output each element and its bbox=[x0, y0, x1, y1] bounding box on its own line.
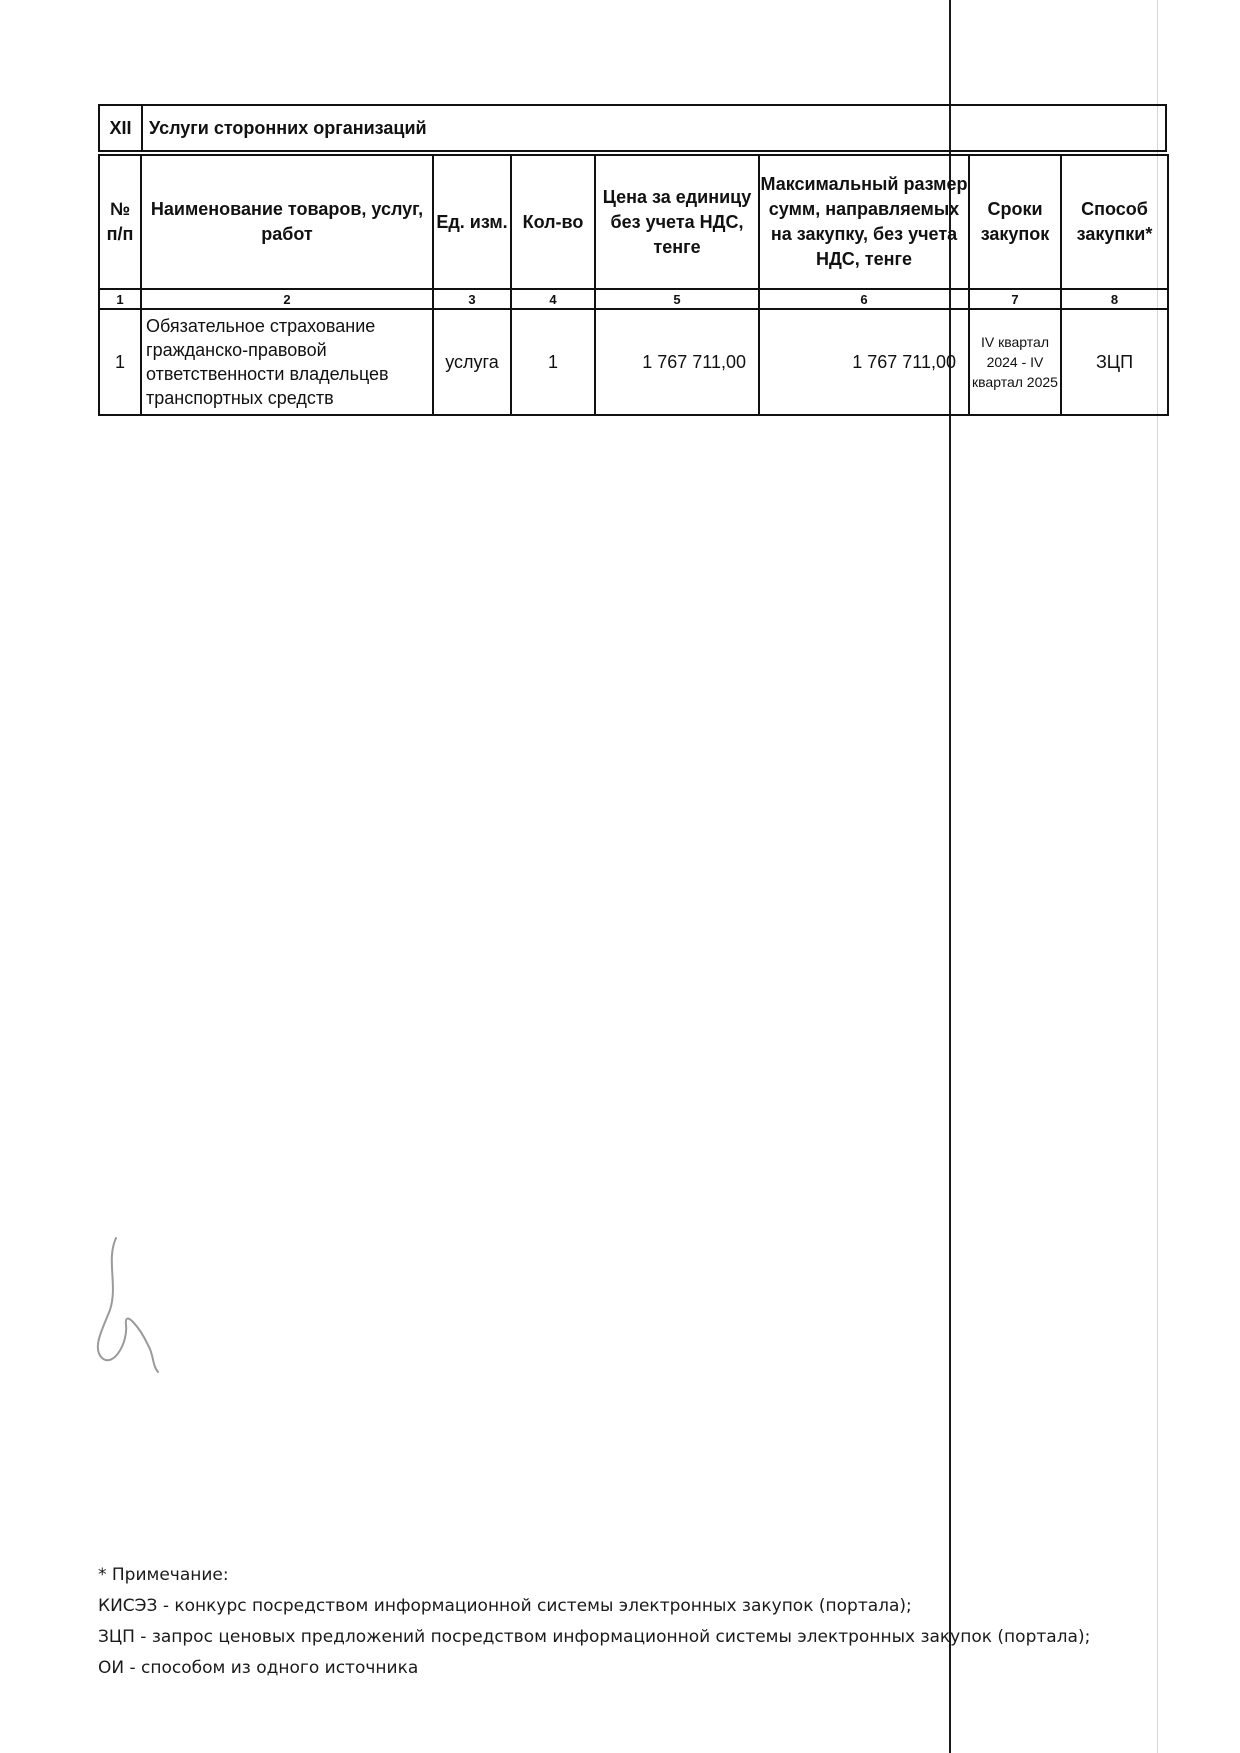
notes-block bbox=[98, 1560, 1090, 1684]
table-header-row bbox=[99, 155, 1168, 289]
section-number: XII bbox=[100, 106, 143, 150]
item-max-sum: 1 767 711,00 bbox=[759, 309, 969, 415]
column-number: 4 bbox=[511, 289, 595, 309]
column-number: 2 bbox=[141, 289, 433, 309]
note-line: КИСЭЗ - конкурс посредством информационной системы электронных закупок (портала); bbox=[98, 1596, 912, 1616]
header-cell: Ед. изм. bbox=[433, 155, 511, 289]
handwritten-signature bbox=[88, 1230, 168, 1380]
row-number: 1 bbox=[99, 309, 141, 415]
item-unit-price: 1 767 711,00 bbox=[595, 309, 759, 415]
item-method: ЗЦП bbox=[1061, 309, 1168, 415]
item-period: IV квартал 2024 - IV квартал 2025 bbox=[969, 309, 1061, 415]
column-number: 8 bbox=[1061, 289, 1168, 309]
item-quantity: 1 bbox=[511, 309, 595, 415]
header-cell: Наименование товаров, услуг, работ bbox=[141, 155, 433, 289]
note-line: ОИ - способом из одного источника bbox=[98, 1658, 419, 1678]
column-number: 6 bbox=[759, 289, 969, 309]
note-line: ЗЦП - запрос ценовых предложений посредством информационной системы электронных закупок (портала); bbox=[98, 1627, 1091, 1647]
column-number: 3 bbox=[433, 289, 511, 309]
table-row bbox=[99, 309, 1168, 415]
header-cell: Цена за единицу без учета НДС, тенге bbox=[595, 155, 759, 289]
column-number: 1 bbox=[99, 289, 141, 309]
notes-heading: * Примечание: bbox=[98, 1565, 229, 1585]
column-number-row bbox=[99, 289, 1168, 309]
section-header bbox=[98, 104, 1167, 152]
header-cell: Способ закупки* bbox=[1061, 155, 1168, 289]
header-cell: Сроки закупок bbox=[969, 155, 1061, 289]
column-number: 5 bbox=[595, 289, 759, 309]
column-number: 7 bbox=[969, 289, 1061, 309]
section-title: Услуги сторонних организаций bbox=[149, 117, 427, 138]
procurement-table bbox=[98, 154, 1169, 416]
item-name: Обязательное страхование гражданско-правовой ответственности владельцев транспортных средств bbox=[141, 309, 433, 415]
header-cell: Максимальный размер сумм, направляемых на закупку, без учета НДС, тенге bbox=[759, 155, 969, 289]
item-unit: услуга bbox=[433, 309, 511, 415]
header-cell: № п/п bbox=[99, 155, 141, 289]
header-cell: Кол-во bbox=[511, 155, 595, 289]
